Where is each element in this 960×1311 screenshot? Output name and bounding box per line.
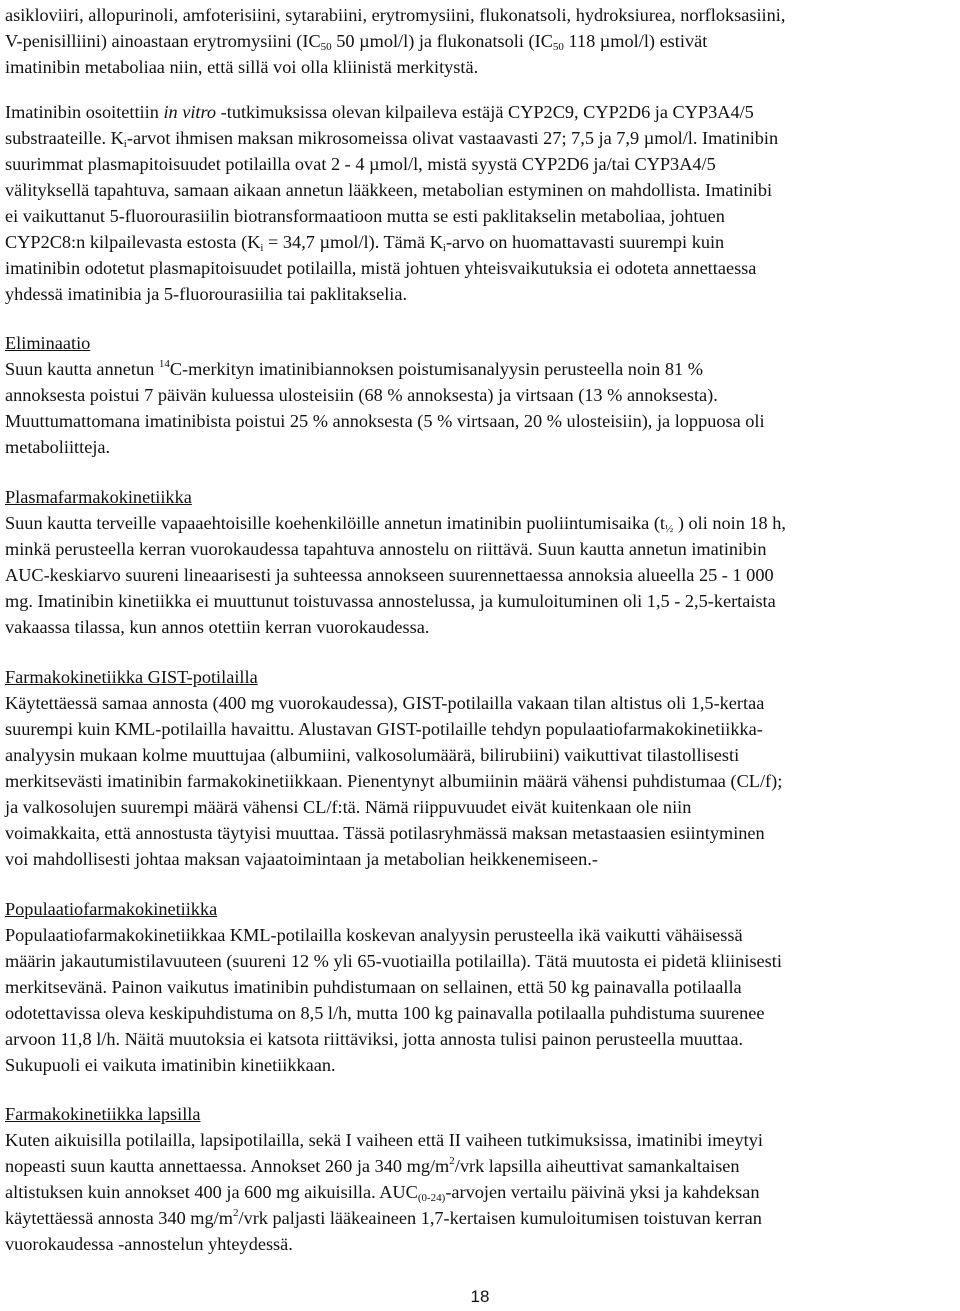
text-line: suurempi kuin KML-potilailla havaittu. Alustavan GIST-potilaille tehdyn populaatiofarmakokinetiikka- [5,719,763,739]
text-line: ei vaikuttanut 5-fluorourasiilin biotransformaatioon mutta se esti paklitakselin metaboliaa, johtuen [5,206,725,226]
section-plasma-pharmacokinetics [5,484,957,640]
text-line: annoksesta poistui 7 päivän kuluessa ulosteisiin (68 % annoksesta) ja virtsaan (13 % annoksesta). [5,385,718,405]
text-line: Käytettäessä samaa annosta (400 mg vuorokaudessa), GIST-potilailla vakaan tilan altistus oli 1,5-kertaa [5,693,765,713]
text-line: arvoon 11,8 l/h. Näitä muutoksia ei katsota riittäviksi, jotta annosta tulisi painon perusteella muuttaa. [5,1029,744,1049]
section-heading: Eliminaatio [5,333,91,353]
section-heading: Farmakokinetiikka lapsilla [5,1104,201,1124]
text-line: imatinibin metaboliaa niin, että sillä voi olla kliinistä merkitystä. [5,57,479,77]
text-line: imatinibin odotetut plasmapitoisuudet potilailla, mistä johtuen yhteisvaikutuksia ei odoteta annettaessa [5,258,757,278]
text-line: Imatinibin osoitettiin in vitro -tutkimuksissa olevan kilpaileva estäjä CYP2C9, CYP2D6 ja CYP3A4/5 [5,102,754,122]
text-line: V-penisilliini) ainoastaan erytromysiini ($IC_{50}$ 50 µmol/l) ja flukonatsoli ($IC_{50}$ 118 µmol/l) estivät [5,31,708,53]
section-heading: Populaatiofarmakokinetiikka [5,899,218,919]
text-line: vakaassa tilassa, kun annos otettiin kerran vuorokaudessa. [5,617,430,637]
text-line: välityksellä tapahtuva, samaan aikaan annetun lääkkeen, metabolian estyminen on mahdollista. Imatinibi [5,180,773,200]
text-line: Suun kautta annetun $^{14}$C-merkityn imatinibiannoksen poistumisanalyysin perusteella noin 81 % [5,358,703,379]
text-line: määrin jakautumistilavuuteen (suureni 12 % yli 65-vuotiailla potilailla). Tätä muutosta ei pidetä kliinisesti [5,951,782,971]
text-line: metaboliitteja. [5,437,111,457]
section-heading: Farmakokinetiikka GIST-potilailla [5,667,258,687]
section-population-pharmacokinetics [5,896,957,1078]
text-line: minkä perusteella kerran vuorokaudessa tapahtuva annostelu on riittävä. Suun kautta annetun imatinibin [5,539,767,559]
text-line: merkitsevästi imatinibin farmakokinetiikkaan. Pienentynyt albumiinin määrä vähensi puhdistumaa (CL/f); [5,771,783,791]
text-line: altistuksen kuin annokset 400 ja 600 mg aikuisilla. $AUC_{(0-24)}$-arvojen vertailu päivinä yksi ja kahdeksan [5,1182,760,1204]
text-line: voimakkaita, että annostusta täytyisi muuttaa. Tässä potilasryhmässä maksan metastaasien esiintyminen [5,823,765,843]
text-line: AUC-keskiarvo suureni lineaarisesti ja suhteessa annokseen suurennettaessa annoksia alueella 25 - 1 000 [5,565,774,585]
text-line: Kuten aikuisilla potilailla, lapsipotilailla, sekä I vaiheen että II vaiheen tutkimuksissa, imatinibi imeytyi [5,1130,763,1150]
paragraph-interactions-intro [5,2,957,80]
text-line: CYP2C8:n kilpailevasta estosta ($K_i = 34,7$ µmol/l). Tämä $K_i$-arvo on huomattavasti suurempi kuin [5,232,725,254]
text-line: analyysin mukaan kolme muuttujaa (albumiini, valkosolumäärä, bilirubiini) vaikuttivat tilastollisesti [5,745,740,765]
page-number: 18 [470,1287,490,1306]
text-line: Sukupuoli ei vaikuta imatinibin kinetiikkaan. [5,1055,336,1075]
text-line: merkitsevänä. Painon vaikutus imatinibin puhdistumaan on sellainen, että 50 kg painavalla potilaalla [5,977,742,997]
paragraph-in-vitro [5,99,957,307]
text-line: ja valkosolujen suurempi määrä vähensi CL/f:tä. Nämä riippuvuudet eivät kuitenkaan ole niin [5,797,692,817]
text-line: nopeasti suun kautta annettaessa. Annokset 260 ja 340 $mg/m^2$/vrk lapsilla aiheuttivat samankaltaisen [5,1155,740,1176]
text-line: odotettavissa oleva keskipuhdistuma on 8,5 l/h, mutta 100 kg painavalla potilaalla puhdistuma suurenee [5,1003,765,1023]
text-line: Suun kautta terveille vapaaehtoisille koehenkilöille annetun imatinibin puoliintumisaika ($t_{\frac{1}{2}}$ ) oli noin 18 h, [5,513,786,535]
text-line: Muuttumattomana imatinibista poistui 25 % annoksesta (5 % virtsaan, 20 % ulosteisiin), ja loppuosa oli [5,411,765,431]
text-line: yhdessä imatinibia ja 5-fluorourasiilia tai paklitakselia. [5,284,408,304]
text-line: substraateille. $K_i$-arvot ihmisen maksan mikrosomeissa olivat vastaavasti 27; 7,5 ja 7,9 µmol/l. Imatinibin [5,128,779,150]
text-line: Populaatiofarmakokinetiikkaa KML-potilailla koskevan analyysin perusteella ikä vaikutti vähäisessä [5,925,743,945]
text-line: mg. Imatinibin kinetiikka ei muuttunut toistuvassa annostelussa, ja kumuloituminen oli 1,5 - 2,5-kertaista [5,591,776,611]
section-heading: Plasmafarmakokinetiikka [5,487,192,507]
text-line: voi mahdollisesti johtaa maksan vajaatoimintaan ja metabolian heikkenemiseen.- [5,849,598,869]
section-elimination [5,330,957,460]
text-line: vuorokaudessa -annostelun yhteydessä. [5,1234,293,1254]
text-line: suurimmat plasmapitoisuudet potilailla ovat 2 - 4 µmol/l, mistä syystä CYP2D6 ja/tai CYP3A4/5 [5,154,716,174]
text-line: asikloviiri, allopurinoli, amfoterisiini, sytarabiini, erytromysiini, flukonatsoli, hydroksiurea, norfloksasiini, [5,5,786,25]
section-pediatric-pharmacokinetics [5,1101,957,1257]
section-gist-pharmacokinetics [5,664,957,872]
text-line: käytettäessä annosta 340 $mg/m^2$/vrk paljasti lääkeaineen 1,7-kertaisen kumuloitumisen toistuvan kerran [5,1207,762,1228]
